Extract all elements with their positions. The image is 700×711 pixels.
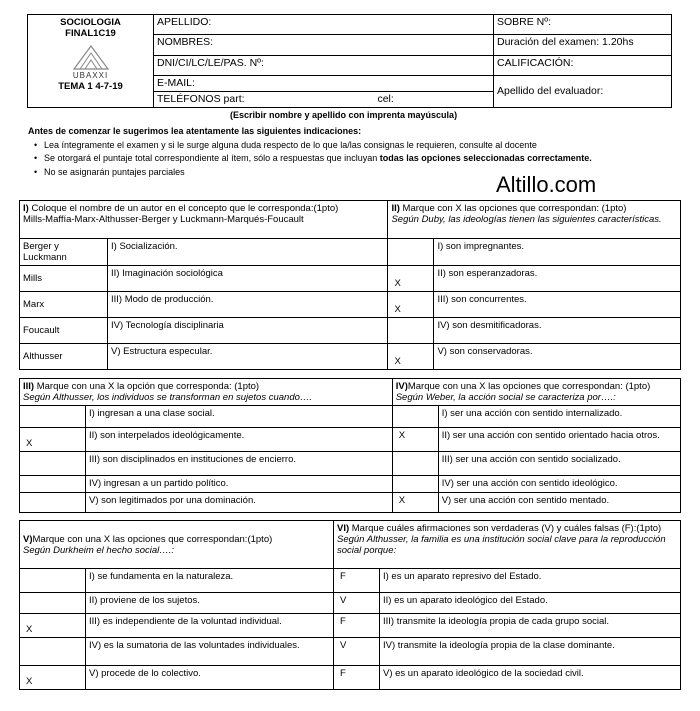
q4-mark[interactable]	[392, 406, 438, 428]
logo-block	[28, 15, 154, 108]
q5-option: V) procede de lo colectivo.	[86, 666, 334, 690]
q4-mark[interactable]: X	[392, 428, 438, 452]
instruction-item: • No se asignarán puntajes parciales	[44, 166, 668, 180]
cel-label: cel:	[377, 92, 394, 105]
q5-mark[interactable]	[20, 593, 86, 614]
telefonos-field[interactable]	[154, 91, 494, 107]
q1-concept: II) Imaginación sociológica	[108, 266, 388, 292]
instruction-item: • Lea íntegramente el examen y si le surge alguna duda respecto de lo que la/las consignas le requieren, consulte al docente	[44, 139, 668, 153]
q2-mark[interactable]: X	[388, 344, 434, 370]
q1-answer[interactable]: Althusser	[20, 344, 108, 370]
exam-header	[27, 14, 672, 108]
questions-5-6	[19, 520, 681, 690]
q6-option: III) transmite la ideología propia de cada grupo social.	[379, 614, 680, 638]
duration-label: Duración del examen: 1.20hs	[494, 35, 672, 55]
q3-mark[interactable]: X	[20, 428, 86, 452]
q5-mark[interactable]: X	[20, 666, 86, 690]
q5-option: III) es independiente de la voluntad individual.	[86, 614, 334, 638]
q2-mark[interactable]: X	[388, 292, 434, 318]
evaluador-field[interactable]: Apellido del evaluador:	[494, 75, 672, 107]
q4-option: II) ser una acción con sentido orientado hacia otros.	[438, 428, 680, 452]
q3-option: V) son legitimados por una dominación.	[86, 493, 393, 513]
q1-header: I) Coloque el nombre de un autor en el concepto que le corresponda:(1pto) Mills-Maffía-Marx-Althusser-Berger y Luckmann-Marqués-Foucault	[20, 201, 388, 239]
instructions-lead: Antes de comenzar le sugerimos lea atentamente las siguientes indicaciones:	[28, 126, 362, 136]
q5-option: II) proviene de los sujetos.	[86, 593, 334, 614]
q3-option: II) son interpelados ideológicamente.	[86, 428, 393, 452]
q1-answer[interactable]: Marx	[20, 292, 108, 318]
q3-mark[interactable]	[20, 476, 86, 493]
q5-mark[interactable]	[20, 569, 86, 593]
q4-mark[interactable]	[392, 476, 438, 493]
q1-concept: I) Socialización.	[108, 239, 388, 266]
instructions	[28, 125, 668, 179]
q6-mark[interactable]: F	[333, 614, 379, 638]
q2-option: IV) son desmitificadoras.	[434, 318, 681, 344]
calificacion-field[interactable]: CALIFICACIÓN:	[494, 55, 672, 75]
q2-option: III) son concurrentes.	[434, 292, 681, 318]
telefonos-label: TELÉFONOS part:	[157, 92, 245, 105]
q3-option: IV) ingresan a un partido político.	[86, 476, 393, 493]
q4-option: III) ser una acción con sentido socializado.	[438, 452, 680, 476]
logo-name: UBAXXI	[72, 71, 109, 80]
q6-mark[interactable]: V	[333, 593, 379, 614]
q3-mark[interactable]	[20, 452, 86, 476]
q6-option: II) es un aparato ideológico del Estado.	[379, 593, 680, 614]
q2-mark[interactable]	[388, 318, 434, 344]
q4-mark[interactable]	[392, 452, 438, 476]
course-title: SOCIOLOGIA FINAL1C19	[60, 17, 121, 39]
q3-option: III) son disciplinados en instituciones de encierro.	[86, 452, 393, 476]
q6-mark[interactable]: V	[333, 638, 379, 666]
q5-option: IV) es la sumatoria de las voluntades individuales.	[86, 638, 334, 666]
q5-mark[interactable]	[20, 638, 86, 666]
q3-option: I) ingresan a una clase social.	[86, 406, 393, 428]
q2-option: I) son impregnantes.	[434, 239, 681, 266]
instruction-item: • Se otorgará el puntaje total correspondiente al ítem, sólo a respuestas que incluyan todas las opciones seleccionadas correctamente.	[44, 152, 668, 166]
university-seal-icon	[68, 43, 114, 71]
q5-header: V)Marque con una X las opciones que correspondan:(1pto) Según Durkheim el hecho social….:	[20, 521, 334, 569]
questions-3-4	[19, 378, 681, 513]
q4-option: V) ser una acción con sentido mentado.	[438, 493, 680, 513]
q6-header: VI) Marque cuáles afirmaciones son verdaderas (V) y cuáles falsas (F):(1pto) Según Althusser, la familia es una institución social clave para la reproducción social porque:	[333, 521, 680, 569]
q3-mark[interactable]	[20, 493, 86, 513]
q2-option: II) son esperanzadoras.	[434, 266, 681, 292]
q1-concept: III) Modo de producción.	[108, 292, 388, 318]
q3-mark[interactable]	[20, 406, 86, 428]
q1-answer[interactable]: Berger y Luckmann	[20, 239, 108, 266]
apellido-field[interactable]: APELLIDO:	[154, 15, 494, 35]
q3-header: III) Marque con una X la opción que corresponda: (1pto) Según Althusser, los individuos se transforman en sujetos cuando….	[20, 379, 393, 406]
name-caption: (Escribir nombre y apellido con imprenta mayúscula)	[230, 110, 458, 120]
questions-1-2	[19, 200, 681, 370]
nombres-field[interactable]: NOMBRES:	[154, 35, 494, 55]
exam-tema: TEMA 1 4-7-19	[58, 81, 123, 92]
watermark: Altillo.com	[496, 172, 597, 197]
q4-option: IV) ser una acción con sentido ideológico.	[438, 476, 680, 493]
sobre-field[interactable]: SOBRE Nº:	[494, 15, 672, 35]
q5-option: I) se fundamenta en la naturaleza.	[86, 569, 334, 593]
q1-concept: IV) Tecnología disciplinaria	[108, 318, 388, 344]
dni-field[interactable]: DNI/CI/LC/LE/PAS. Nº:	[154, 55, 494, 75]
q2-option: V) son conservadoras.	[434, 344, 681, 370]
q1-answer[interactable]: Foucault	[20, 318, 108, 344]
q4-mark[interactable]: X	[392, 493, 438, 513]
q6-option: V) es un aparato ideológico de la sociedad civil.	[379, 666, 680, 690]
q6-option: IV) transmite la ideología propia de la clase dominante.	[379, 638, 680, 666]
q5-mark[interactable]: X	[20, 614, 86, 638]
q6-mark[interactable]: F	[333, 666, 379, 690]
q2-mark[interactable]: X	[388, 266, 434, 292]
q4-header: IV)Marque con una X las opciones que correspondan: (1pto) Según Weber, la acción social se caracteriza por….:	[392, 379, 680, 406]
email-field[interactable]: E-MAIL:	[154, 75, 494, 91]
q2-header: II) Marque con X las opciones que correspondan: (1pto) Según Duby, las ideologías tienen las siguientes características.	[388, 201, 681, 239]
q4-option: I) ser una acción con sentido internalizado.	[438, 406, 680, 428]
q1-concept: V) Estructura especular.	[108, 344, 388, 370]
q6-option: I) es un aparato represivo del Estado.	[379, 569, 680, 593]
q6-mark[interactable]: F	[333, 569, 379, 593]
q2-mark[interactable]	[388, 239, 434, 266]
q1-answer[interactable]: Mills	[20, 266, 108, 292]
